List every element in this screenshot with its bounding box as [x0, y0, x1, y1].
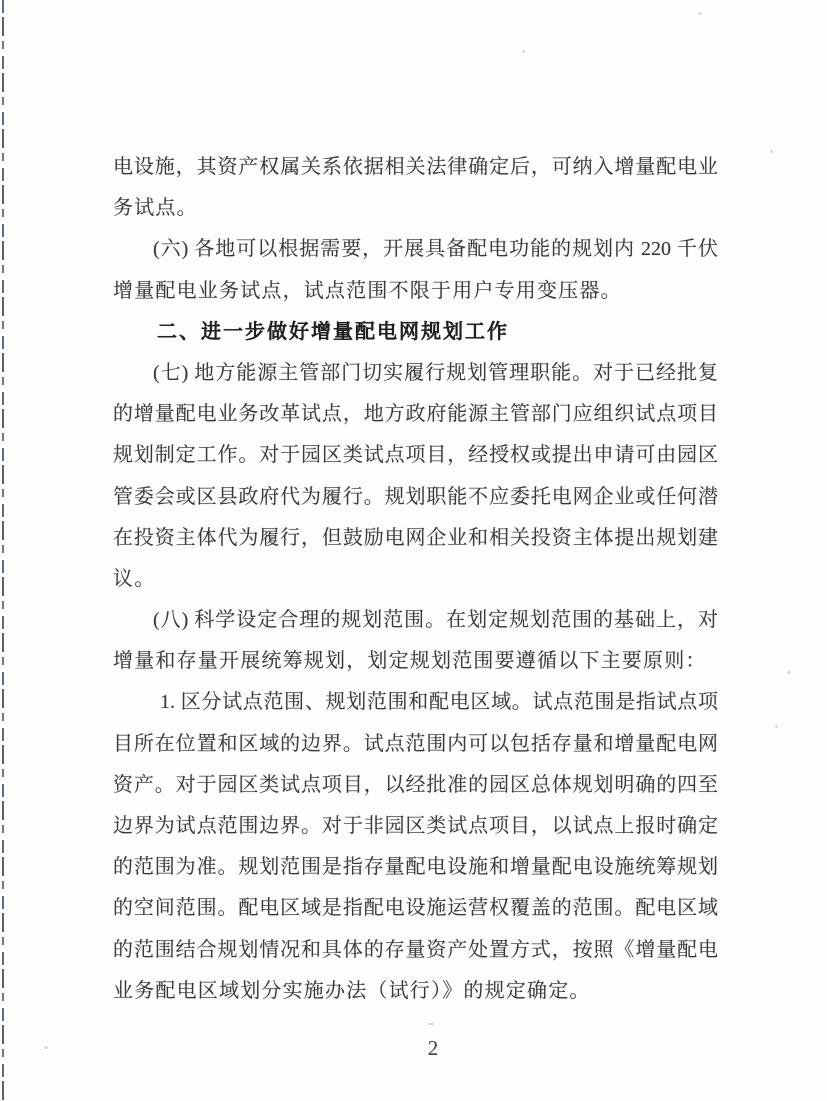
text-line: 增量和存量开展统筹规划，划定规划范围要遵循以下主要原则：: [113, 650, 707, 673]
body-text-block: [113, 147, 718, 1012]
page-number: 2: [427, 1036, 439, 1060]
scan-dust-speck: [770, 150, 773, 153]
scan-dust-speck: [522, 50, 525, 53]
scan-dust-speck: [775, 725, 778, 728]
paragraph-start-line: (七) 地方能源主管部门切实履行规划管理职能。对于已经批复: [153, 361, 718, 384]
text-line: 的增量配电业务改革试点，地方政府能源主管部门应组织试点项目: [113, 403, 718, 426]
scan-dust-speck: [787, 671, 791, 674]
paragraph-start-line: (六) 各地可以根据需要，开展具备配电功能的规划内 220 千伏: [153, 238, 718, 261]
text-line: 增量配电业务试点，试点范围不限于用户专用变压器。: [113, 279, 622, 302]
text-line: 边界为试点范围边界。对于非园区类试点项目，以试点上报时确定: [113, 815, 718, 837]
text-line: 务试点。: [113, 197, 198, 220]
scan-dust-speck: [428, 1023, 434, 1025]
numbered-item-line: 1. 区分试点范围、规划范围和配电区域。试点范围是指试点项: [160, 691, 718, 714]
text-line: 规划制定工作。对于园区类试点项目，经授权或提出申请可由园区: [113, 444, 718, 467]
text-line: 资产。对于园区类试点项目，以经批准的园区总体规划明确的四至: [113, 773, 718, 796]
text-line: 的范围为准。规划范围是指存量配电设施和增量配电设施统筹规划: [113, 856, 718, 879]
text-line: 管委会或区县政府代为履行。规划职能不应委托电网企业或任何潜: [113, 485, 718, 508]
text-line: 议。: [113, 567, 156, 590]
text-line: 在投资主体代为履行，但鼓励电网企业和相关投资主体提出规划建: [113, 526, 718, 549]
text-line: 的空间范围。配电区域是指配电设施运营权覆盖的范围。配电区域: [113, 897, 718, 920]
binding-marks-dashed-line: [2, 0, 4, 1101]
scan-dust-speck: [698, 12, 702, 15]
paragraph-start-line: (八) 科学设定合理的规划范围。在划定规划范围的基础上，对: [153, 609, 718, 632]
text-line: 的范围结合规划情况和具体的存量资产处置方式，按照《增量配电: [113, 938, 718, 961]
scan-dust-speck: [44, 1046, 48, 1049]
text-line: 目所在位置和区域的边界。试点范围内可以包括存量和增量配电网: [113, 732, 718, 755]
text-line: 电设施，其资产权属关系依据相关法律确定后，可纳入增量配电业: [113, 156, 718, 178]
section-heading: 二、进一步做好增量配电网规划工作: [157, 320, 509, 343]
text-line: 业务配电区域划分实施办法（试行）》的规定确定。: [113, 979, 591, 1002]
